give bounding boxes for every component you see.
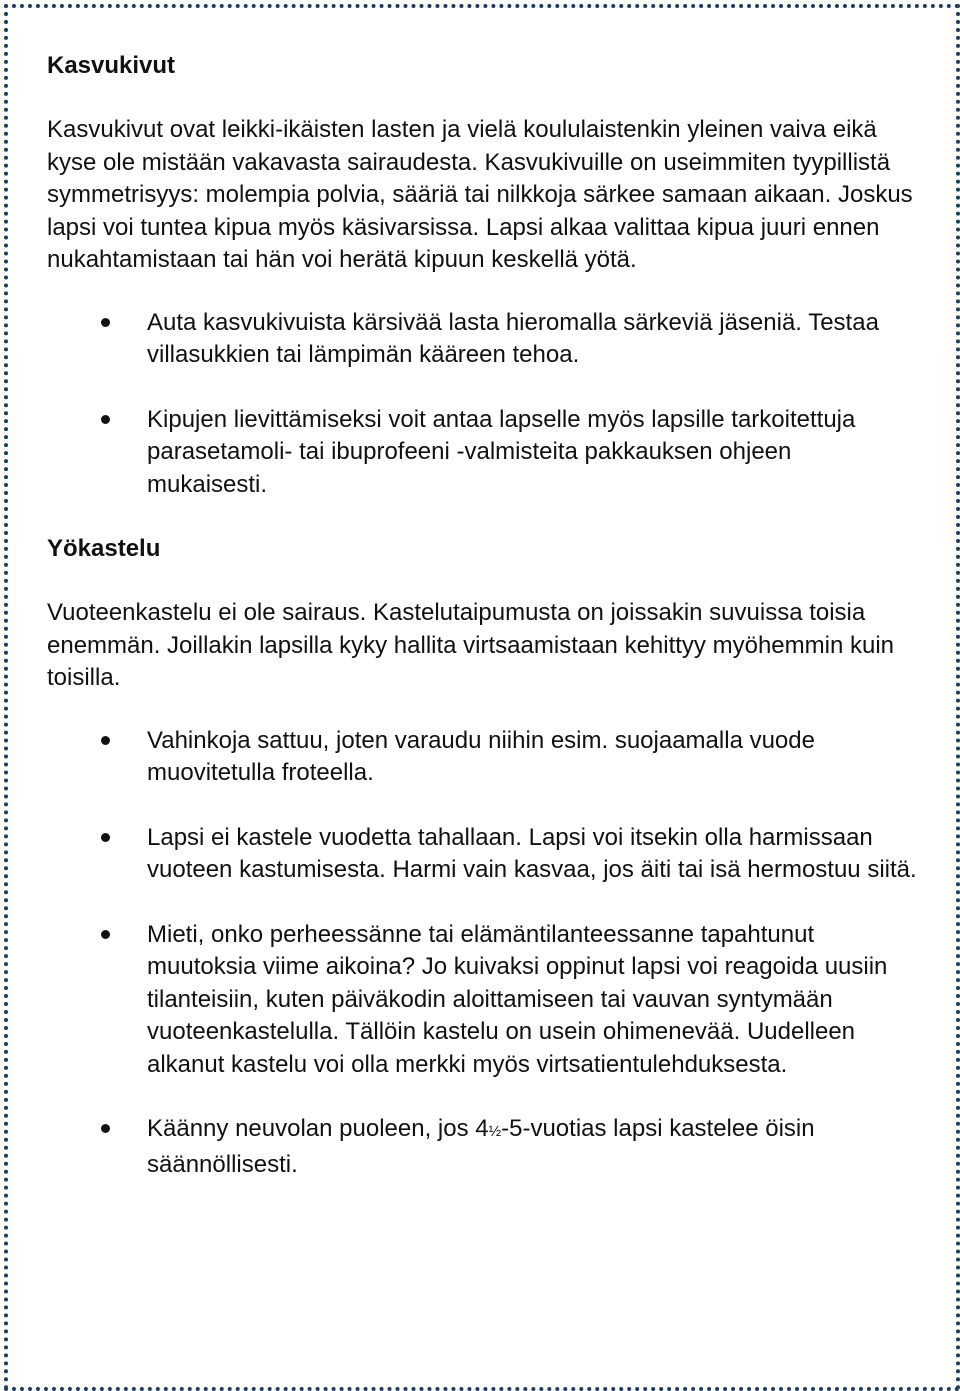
document-body [47, 50, 917, 1181]
list-item-text: Auta kasvukivuista kärsivää lasta hieromalla särkeviä jäseniä. Testaa villasukkien tai lämpimän kääreen tehoa. [147, 308, 879, 368]
paragraph-kasvukivut: Kasvukivut ovat leikki-ikäisten lasten ja vielä koululaistenkin yleinen vaiva eikä kyse ole mistään vakavasta sairaudesta. Kasvukivuille on useimmiten tyypillistä symmetrisyys: molempia polvia, sääriä tai nilkkoja särkee samaan aikaan. Joskus lapsi voi tuntea kipua myös käsivarsissa. Lapsi alkaa valittaa kipua juuri ennen nukahtamistaan tai hän voi herätä kipuun keskellä yötä. [47, 116, 913, 273]
list-item [47, 307, 917, 372]
list-item-text: Mieti, onko perheessänne tai elämäntilanteessanne tapahtunut muutoksia viime aikoina? Jo kuivaksi oppinut lapsi voi reagoida uusiin tilanteisiin, kuten päiväkodin aloittamiseen tai vauvan syntymään vuoteenkastelulla. Tällöin kastelu on usein ohimenevää. Uudelleen alkanut kastelu voi olla merkki myös virtsatientulehduksesta. [147, 920, 888, 1078]
list-item-text: Kipujen lievittämiseksi voit antaa lapselle myös lapsille tarkoitettuja parasetamoli- tai ibuprofeeni -valmisteita pakkauksen ohjeen mukaisesti. [147, 405, 856, 498]
list-item-text [147, 1115, 815, 1178]
list-item-text-part: Käänny neuvolan puoleen, jos 4 [147, 1115, 489, 1142]
bullet-icon [101, 833, 110, 842]
bullet-icon [101, 930, 110, 939]
list-item [47, 919, 917, 1082]
bullet-icon [101, 318, 110, 327]
bullet-list-yokastelu [47, 725, 917, 1182]
paragraph-yokastelu: Vuoteenkastelu ei ole sairaus. Kastelutaipumusta on joissakin suvuissa toisia enemmän. Joillakin lapsilla kyky hallita virtsaamistaan kehittyy myöhemmin kuin toisilla. [47, 599, 894, 691]
heading-yokastelu: Yökastelu [47, 535, 161, 562]
list-item-text-part: -5-vuotias lapsi kastelee öisin säännöllisesti. [147, 1115, 815, 1178]
list-item [47, 404, 917, 502]
bullet-icon [101, 736, 110, 745]
bullet-icon [101, 1124, 110, 1133]
fraction-half: ½ [488, 1123, 502, 1140]
bullet-icon [101, 415, 110, 424]
list-item [47, 822, 917, 887]
list-item-text: Vahinkoja sattuu, joten varaudu niihin esim. suojaamalla vuode muovitetulla froteella. [147, 726, 815, 786]
list-item [47, 1113, 917, 1181]
list-item-text: Lapsi ei kastele vuodetta tahallaan. Lapsi voi itsekin olla harmissaan vuoteen kastumisesta. Harmi vain kasvaa, jos äiti tai isä hermostuu siitä. [147, 823, 917, 883]
heading-kasvukivut: Kasvukivut [47, 52, 176, 79]
bullet-list-kasvukivut [47, 307, 917, 502]
list-item [47, 725, 917, 790]
